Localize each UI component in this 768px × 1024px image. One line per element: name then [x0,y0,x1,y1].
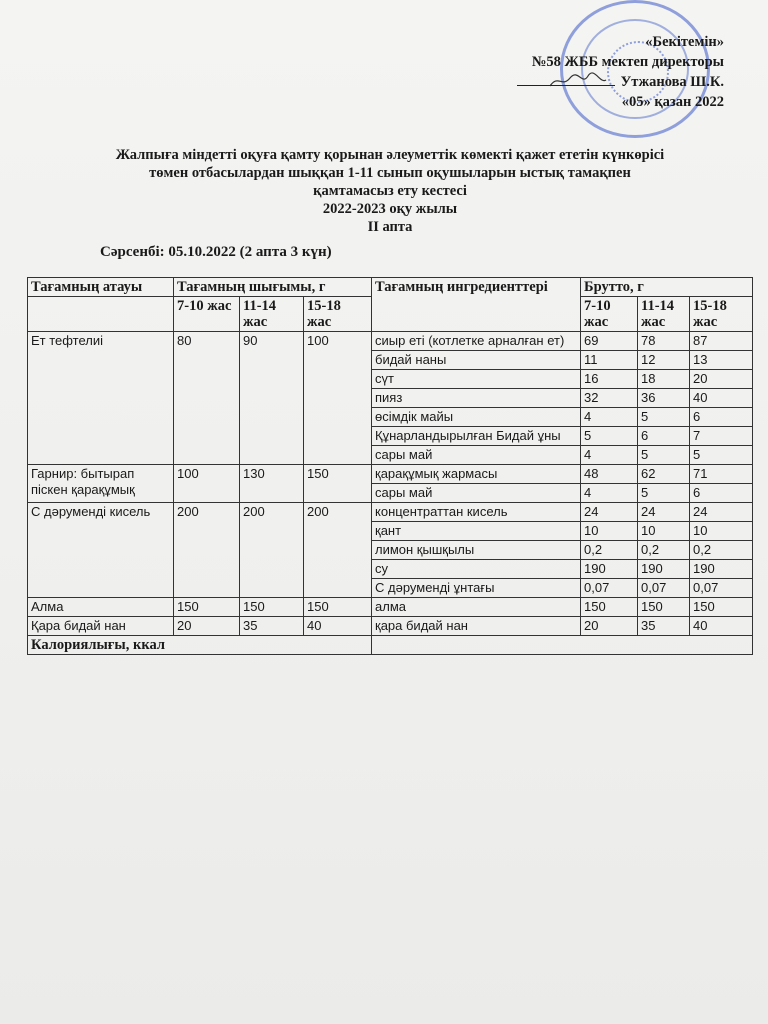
ingredient-name: сиыр еті (котлетке арналған ет) [372,332,581,351]
title-line-5: ІІ апта [367,219,413,235]
brutto-age3: 6 [690,484,753,503]
yield-age1: 150 [174,598,240,617]
yield-age1: 80 [174,332,240,465]
yield-age1: 20 [174,617,240,636]
ingredient-name: өсімдік майы [372,408,581,427]
brutto-age2: 0,07 [638,579,690,598]
header-yield: Тағамның шығымы, г [174,278,372,297]
brutto-age2: 35 [638,617,690,636]
brutto-age3: 87 [690,332,753,351]
dish-name: Алма [28,598,174,617]
brutto-age1: 11 [581,351,638,370]
brutto-age3: 10 [690,522,753,541]
brutto-age2: 5 [638,484,690,503]
title-line-3: қамтамасыз ету кестесі [313,183,467,199]
approval-block [517,32,724,112]
header-brutto-age1: 7-10 жас [581,297,638,332]
ingredient-name: алма [372,598,581,617]
ingredient-name: Құнарландырылған Бидай ұны [372,427,581,446]
yield-age3: 150 [304,598,372,617]
title-line-4: 2022-2023 оқу жылы [322,201,458,217]
brutto-age1: 69 [581,332,638,351]
brutto-age3: 7 [690,427,753,446]
approval-position: №58 ЖББ мектеп директоры [531,54,724,70]
brutto-age3: 24 [690,503,753,522]
brutto-age1: 0,07 [581,579,638,598]
header-brutto-age3: 15-18 жас [690,297,753,332]
brutto-age2: 36 [638,389,690,408]
header-yield-age2: 11-14 жас [240,297,304,332]
yield-age3: 100 [304,332,372,465]
document-title [90,146,690,236]
brutto-age3: 13 [690,351,753,370]
table-row [28,465,753,484]
menu-table [27,277,753,655]
brutto-age3: 20 [690,370,753,389]
brutto-age1: 32 [581,389,638,408]
brutto-age1: 5 [581,427,638,446]
approval-name: Утжанова Ш.К. [620,74,724,90]
header-brutto: Брутто, г [581,278,753,297]
yield-age1: 200 [174,503,240,598]
ingredient-name: қант [372,522,581,541]
yield-age3: 200 [304,503,372,598]
brutto-age2: 62 [638,465,690,484]
header-brutto-age2: 11-14 жас [638,297,690,332]
brutto-age3: 190 [690,560,753,579]
brutto-age1: 4 [581,484,638,503]
brutto-age1: 48 [581,465,638,484]
brutto-age3: 150 [690,598,753,617]
brutto-age2: 78 [638,332,690,351]
signature-line [517,75,615,86]
ingredient-name: пияз [372,389,581,408]
brutto-age2: 10 [638,522,690,541]
ingredient-name: сары май [372,446,581,465]
ingredient-name: қара бидай нан [372,617,581,636]
brutto-age3: 0,07 [690,579,753,598]
brutto-age1: 20 [581,617,638,636]
brutto-age2: 6 [638,427,690,446]
brutto-age1: 150 [581,598,638,617]
yield-age3: 40 [304,617,372,636]
title-line-2: төмен отбасылардан шыққан 1-11 сынып оқушыларын ыстық тамақпен [149,165,631,181]
brutto-age3: 40 [690,389,753,408]
brutto-age1: 10 [581,522,638,541]
brutto-age3: 40 [690,617,753,636]
ingredient-name: С дәруменді ұнтағы [372,579,581,598]
brutto-age2: 5 [638,446,690,465]
brutto-age1: 4 [581,408,638,427]
brutto-age2: 150 [638,598,690,617]
approval-date: «05» қазан 2022 [621,94,724,110]
ingredient-name: сары май [372,484,581,503]
yield-age3: 150 [304,465,372,503]
brutto-age3: 5 [690,446,753,465]
brutto-age3: 6 [690,408,753,427]
header-yield-age3: 15-18 жас [304,297,372,332]
brutto-age1: 0,2 [581,541,638,560]
ingredient-name: сүт [372,370,581,389]
brutto-age1: 16 [581,370,638,389]
brutto-age3: 71 [690,465,753,484]
header-yield-age1: 7-10 жас [174,297,240,332]
ingredient-name: бидай наны [372,351,581,370]
calories-label: Калориялығы, ккал [28,636,372,655]
brutto-age2: 0,2 [638,541,690,560]
dish-name: Гарнир: бытырап піскен қарақұмық [28,465,174,503]
brutto-age2: 5 [638,408,690,427]
yield-age2: 130 [240,465,304,503]
brutto-age1: 190 [581,560,638,579]
calories-value [372,636,753,655]
dish-name: Қара бидай нан [28,617,174,636]
yield-age2: 35 [240,617,304,636]
ingredient-name: қарақұмық жармасы [372,465,581,484]
brutto-age2: 12 [638,351,690,370]
day-label: Сәрсенбі: 05.10.2022 (2 апта 3 күн) [100,244,332,260]
yield-age2: 150 [240,598,304,617]
header-ingredients: Тағамның ингредиенттері [372,278,581,332]
brutto-age2: 24 [638,503,690,522]
table-row [28,598,753,617]
ingredient-name: су [372,560,581,579]
yield-age2: 90 [240,332,304,465]
ingredient-name: концентраттан кисель [372,503,581,522]
yield-age1: 100 [174,465,240,503]
table-row [28,503,753,522]
table-row [28,332,753,351]
yield-age2: 200 [240,503,304,598]
dish-name: Ет тефтелиі [28,332,174,465]
header-dish-empty [28,297,174,332]
approval-heading: «Бекітемін» [645,34,724,50]
title-line-1: Жалпыға міндетті оқуға қамту қорынан әлеуметтік көмекті қажет ететін күнкөрісі [115,147,665,163]
brutto-age1: 24 [581,503,638,522]
brutto-age2: 190 [638,560,690,579]
brutto-age3: 0,2 [690,541,753,560]
brutto-age2: 18 [638,370,690,389]
dish-name: С дәруменді кисель [28,503,174,598]
table-row [28,617,753,636]
brutto-age1: 4 [581,446,638,465]
header-dish: Тағамның атауы [28,278,174,297]
ingredient-name: лимон қышқылы [372,541,581,560]
